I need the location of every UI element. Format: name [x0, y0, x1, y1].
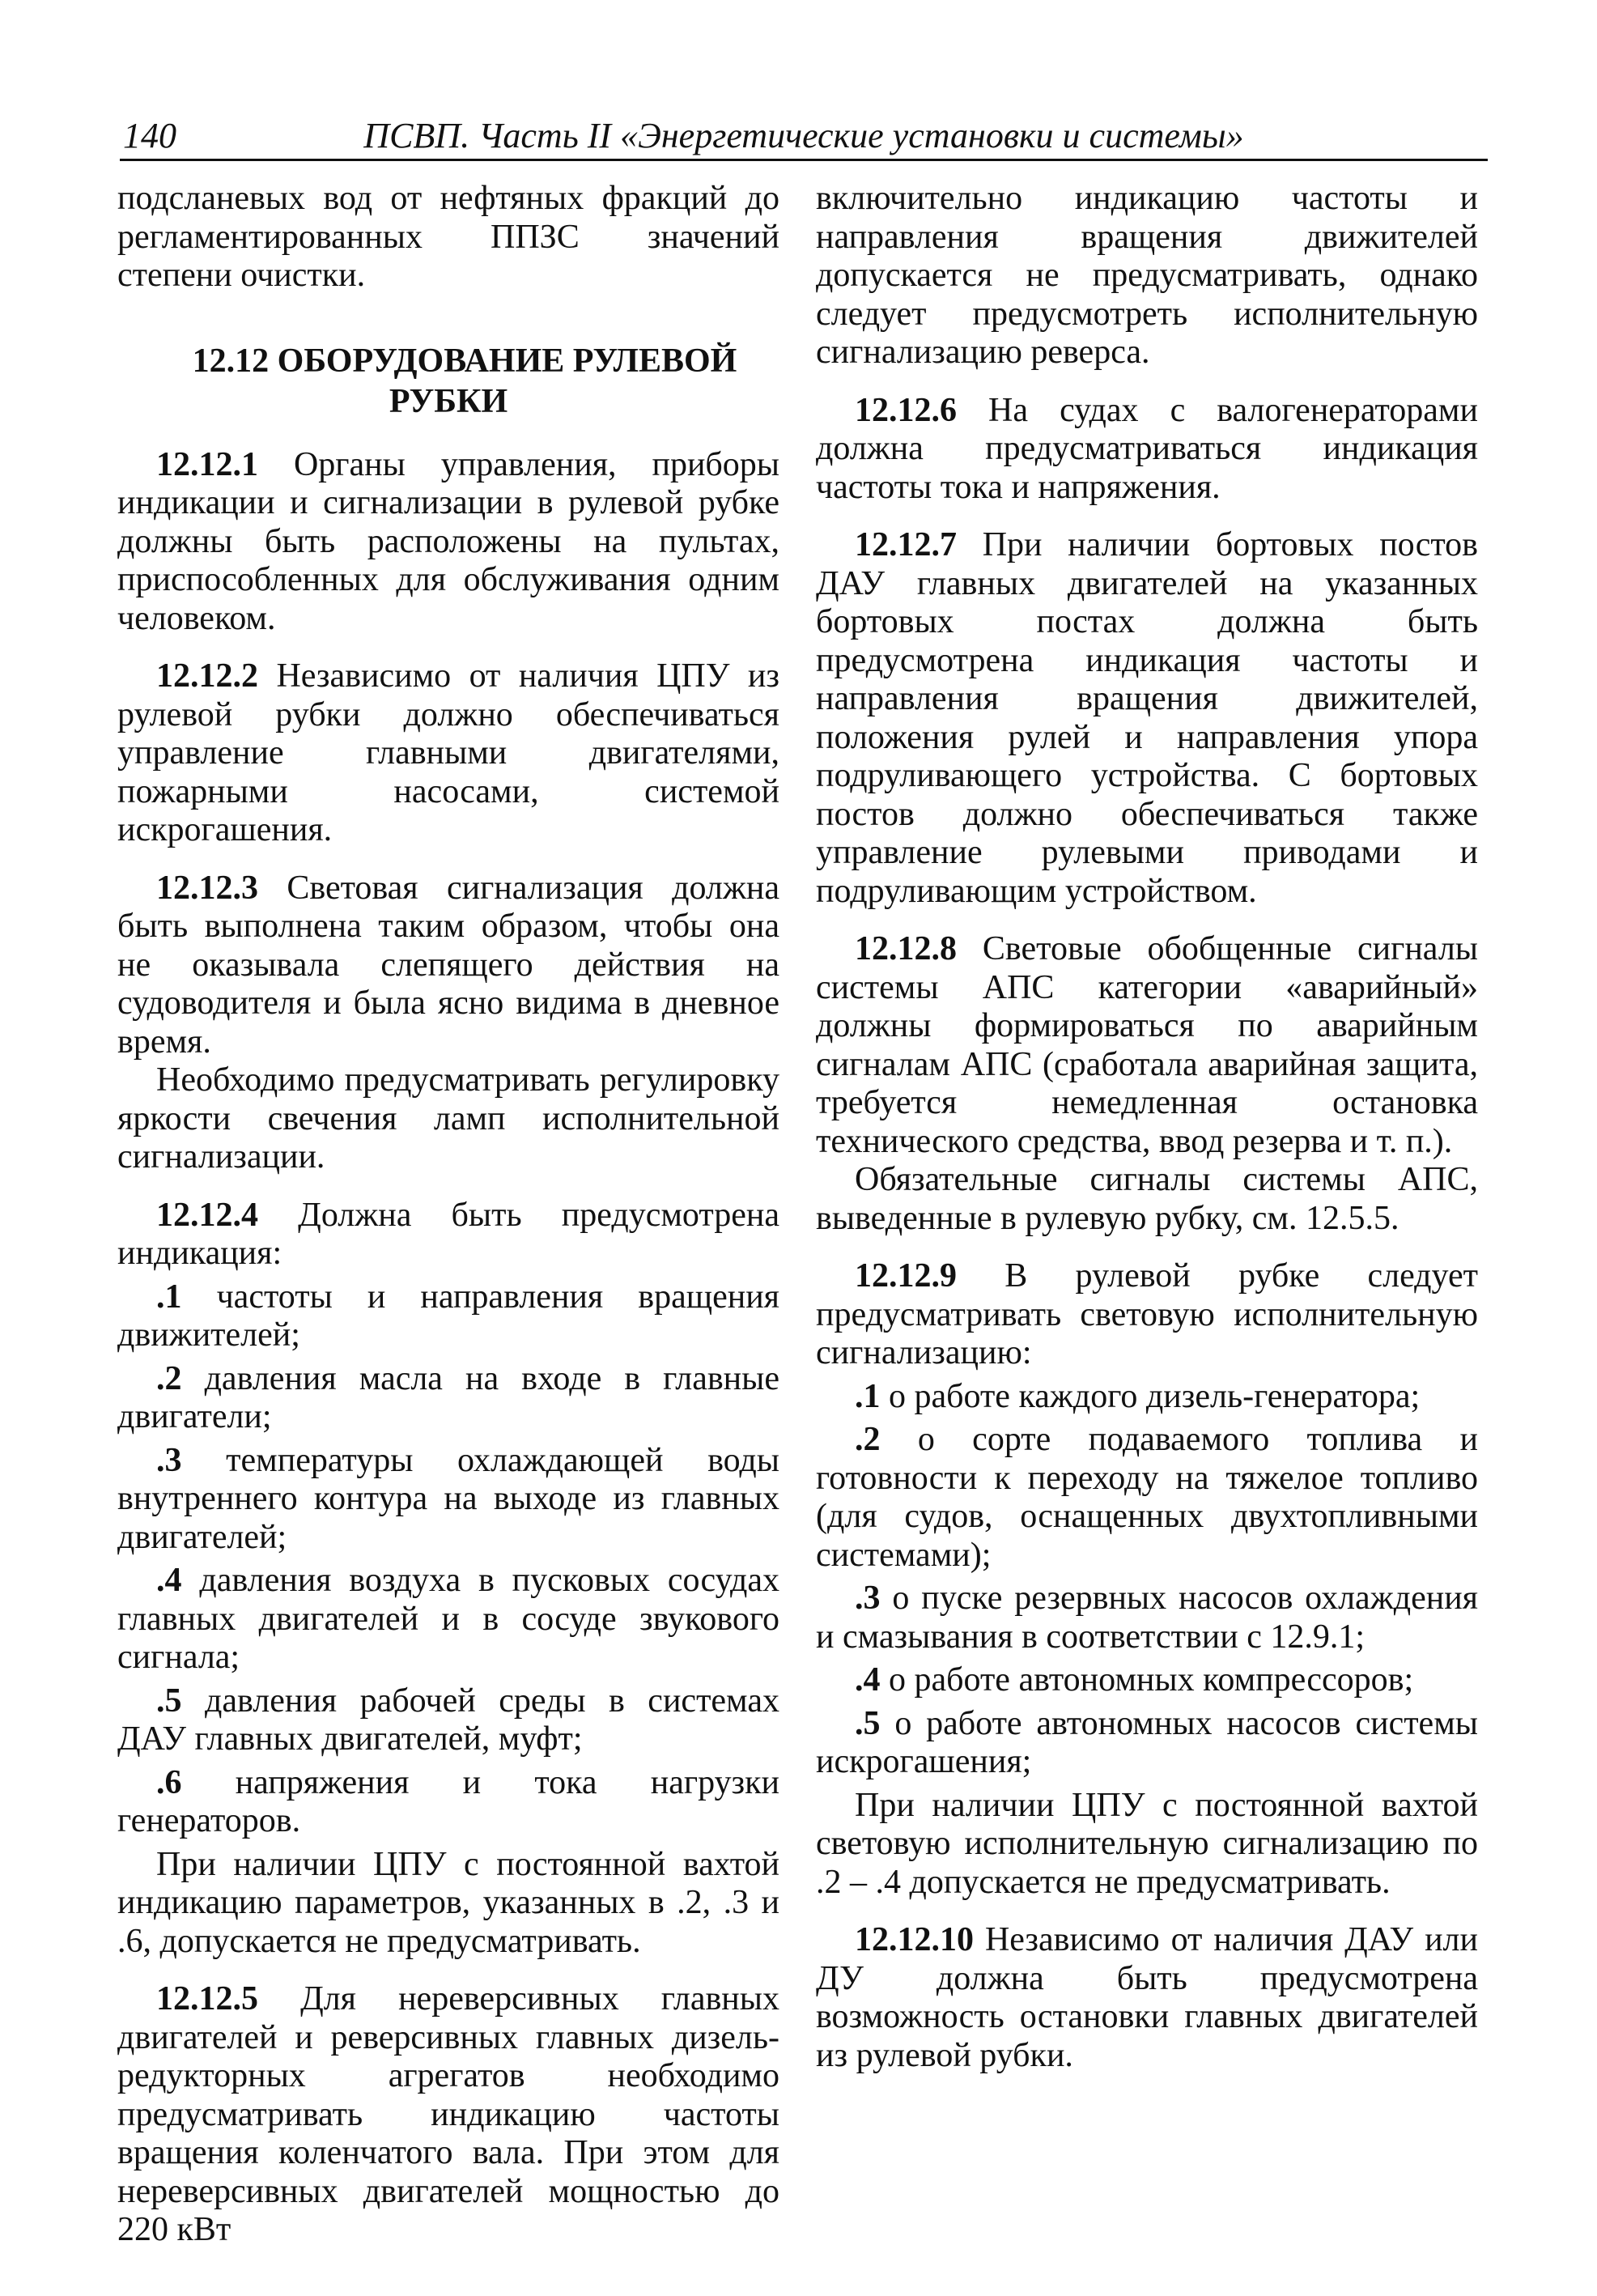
- paragraph-12-12-4: [117, 1197, 779, 1273]
- paragraph-12-12-10: [816, 1921, 1478, 2075]
- paragraph-text: Независимо от наличия ЦПУ из рулевой рубки должно обеспечиваться управление главными двигателями, пожарными насосами, системой искрогашения.: [117, 657, 779, 848]
- page-header: [120, 104, 1488, 161]
- list-item: [816, 1421, 1478, 1575]
- list-item-text: напряжения и тока нагрузки генераторов.: [117, 1763, 779, 1839]
- section-title: 12.12 ОБОРУДОВАНИЕ РУЛЕВОЙ РУБКИ: [192, 342, 737, 420]
- list-item: [117, 1360, 779, 1437]
- list-item-number: .6: [156, 1763, 182, 1801]
- paragraph-continuation: Обязательные сигналы системы АПС, выведенные в рулевую рубку, см. 12.5.5.: [816, 1161, 1478, 1237]
- list-item-number: .4: [156, 1562, 182, 1599]
- list-item: [117, 1278, 779, 1355]
- list-item: [816, 1580, 1478, 1656]
- list-item: [117, 1764, 779, 1841]
- paragraph-text: Световая сигнализация должна быть выполнена таким образом, чтобы она не оказывала слепящего действия на судоводителя и была ясно видима в дневное время.: [117, 869, 779, 1061]
- paragraph-continuation: Необходимо предусматривать регулировку яркости свечения ламп исполнительной сигнализации.: [117, 1061, 779, 1176]
- paragraph-12-12-3: [117, 870, 779, 1062]
- paragraph-text: На судах с валогенераторами должна предусматриваться индикация частоты тока и напряжения.: [816, 391, 1478, 506]
- list-item-number: .3: [855, 1580, 881, 1617]
- list-item-text: о работе автономных компрессоров;: [889, 1661, 1414, 1699]
- list-item-number: .2: [156, 1359, 182, 1397]
- paragraph-text: Должна быть предусмотрена индикация:: [117, 1196, 780, 1272]
- paragraph-12-12-6: [816, 392, 1478, 508]
- paragraph-12-12-5: [117, 1980, 779, 2250]
- list-item-number: .5: [855, 1704, 881, 1742]
- paragraph-continuation: При наличии ЦПУ с постоянной вахтой световую исполнительную сигнализацию по .2 – .4 допускается не предусматривать.: [816, 1786, 1478, 1901]
- list-item: [117, 1682, 779, 1759]
- paragraph-12-12-8: [816, 930, 1478, 1161]
- list-item-number: .2: [855, 1421, 881, 1458]
- list-item: [117, 1562, 779, 1677]
- paragraph-text: Для нереверсивных главных двигателей и реверсивных главных дизель-редукторных агрегатов необходимо предусматривать индикацию частоты вращения коленчатого вала. При этом для нереверсивных двигателей мощностью до 220 кВт: [117, 1980, 780, 2248]
- list-item-text: давления масла на входе в главные двигатели;: [117, 1359, 780, 1435]
- paragraph-text: Независимо от наличия ДАУ или ДУ должна быть предусмотрена возможность остановки главных двигателей из рулевой рубки.: [816, 1921, 1478, 2074]
- running-title: ПСВП. Часть II «Энергетические установки и системы»: [363, 116, 1244, 155]
- paragraph-number: 12.12.4: [156, 1196, 258, 1234]
- paragraph-number: 12.12.3: [156, 869, 258, 907]
- page-number: 140: [123, 116, 176, 155]
- list-item-text: о работе автономных насосов системы искрогашения;: [816, 1704, 1478, 1780]
- paragraph-number: 12.12.7: [855, 526, 957, 563]
- paragraph-text: Органы управления, приборы индикации и сигнализации в рулевой рубке должны быть расположены на пультах, приспособленных для обслуживания одним человеком.: [117, 445, 780, 637]
- list-item-number: .5: [156, 1682, 182, 1720]
- list-item-number: .3: [156, 1441, 182, 1479]
- right-column: [816, 180, 1478, 2094]
- list-item: [816, 1705, 1478, 1782]
- paragraph-continuation: При наличии ЦПУ с постоянной вахтой индикацию параметров, указанных в .2, .3 и .6, допускается не предусматривать.: [117, 1845, 779, 1960]
- paragraph-12-12-9: [816, 1257, 1478, 1373]
- list-item-text: о работе каждого дизель-генератора;: [889, 1377, 1421, 1415]
- paragraph-text: Световые обобщенные сигналы системы АПС категории «аварийный» должны формироваться по аварийным сигналам АПС (сработала аварийная защита, требуется немедленная остановка технического средства, ввод резерва и т. п.).: [816, 930, 1478, 1160]
- list-item: [117, 1442, 779, 1558]
- list-item-number: .4: [855, 1661, 881, 1699]
- paragraph-number: 12.12.8: [855, 930, 957, 967]
- left-column: [117, 180, 779, 2269]
- paragraph-number: 12.12.1: [156, 445, 258, 483]
- paragraph-continuation: включительно индикацию частоты и направления вращения движителей допускается не предусматривать, однако следует предусмотреть исполнительную сигнализацию реверса.: [816, 180, 1478, 371]
- list-item-number: .1: [156, 1278, 182, 1316]
- paragraph-12-12-7: [816, 526, 1478, 911]
- list-item-text: о пуске резервных насосов охлаждения и смазывания в соответствии с 12.9.1;: [816, 1580, 1479, 1656]
- paragraph-number: 12.12.5: [156, 1980, 258, 2018]
- intro-paragraph: подсланевых вод от нефтяных фракций до регламентированных ППЗС значений степени очистки.: [117, 180, 779, 294]
- paragraph-number: 12.12.2: [156, 657, 258, 695]
- paragraph-number: 12.12.10: [855, 1921, 974, 1958]
- list-item: [816, 1378, 1478, 1417]
- list-item-number: .1: [855, 1377, 881, 1415]
- list-item-text: давления воздуха в пусковых сосудах главных двигателей и в сосуде звукового сигнала;: [117, 1562, 780, 1676]
- paragraph-text: В рулевой рубке следует предусматривать световую исполнительную сигнализацию:: [816, 1257, 1478, 1371]
- list-item-text: давления рабочей среды в системах ДАУ главных двигателей, муфт;: [117, 1682, 779, 1758]
- list-item-text: частоты и направления вращения движителей;: [117, 1278, 779, 1354]
- paragraph-12-12-2: [117, 657, 779, 850]
- paragraph-number: 12.12.9: [855, 1257, 957, 1295]
- paragraph-12-12-1: [117, 446, 779, 639]
- list-item-text: температуры охлаждающей воды внутреннего контура на выходе из главных двигателей;: [117, 1441, 780, 1556]
- paragraph-number: 12.12.6: [855, 391, 957, 429]
- paragraph-text: При наличии бортовых постов ДАУ главных двигателей на указанных бортовых постах должна быть предусмотрена индикация частоты и направления вращения движителей, положения рулей и направления упора подруливающего устройства. С бортовых постов должно обеспечиваться также управление рулевыми приводами и подруливающим устройством.: [816, 526, 1478, 910]
- list-item-text: о сорте подаваемого топлива и готовности к переходу на тяжелое топливо (для судов, оснащенных двухтопливными системами);: [816, 1421, 1478, 1574]
- list-item: [816, 1661, 1478, 1700]
